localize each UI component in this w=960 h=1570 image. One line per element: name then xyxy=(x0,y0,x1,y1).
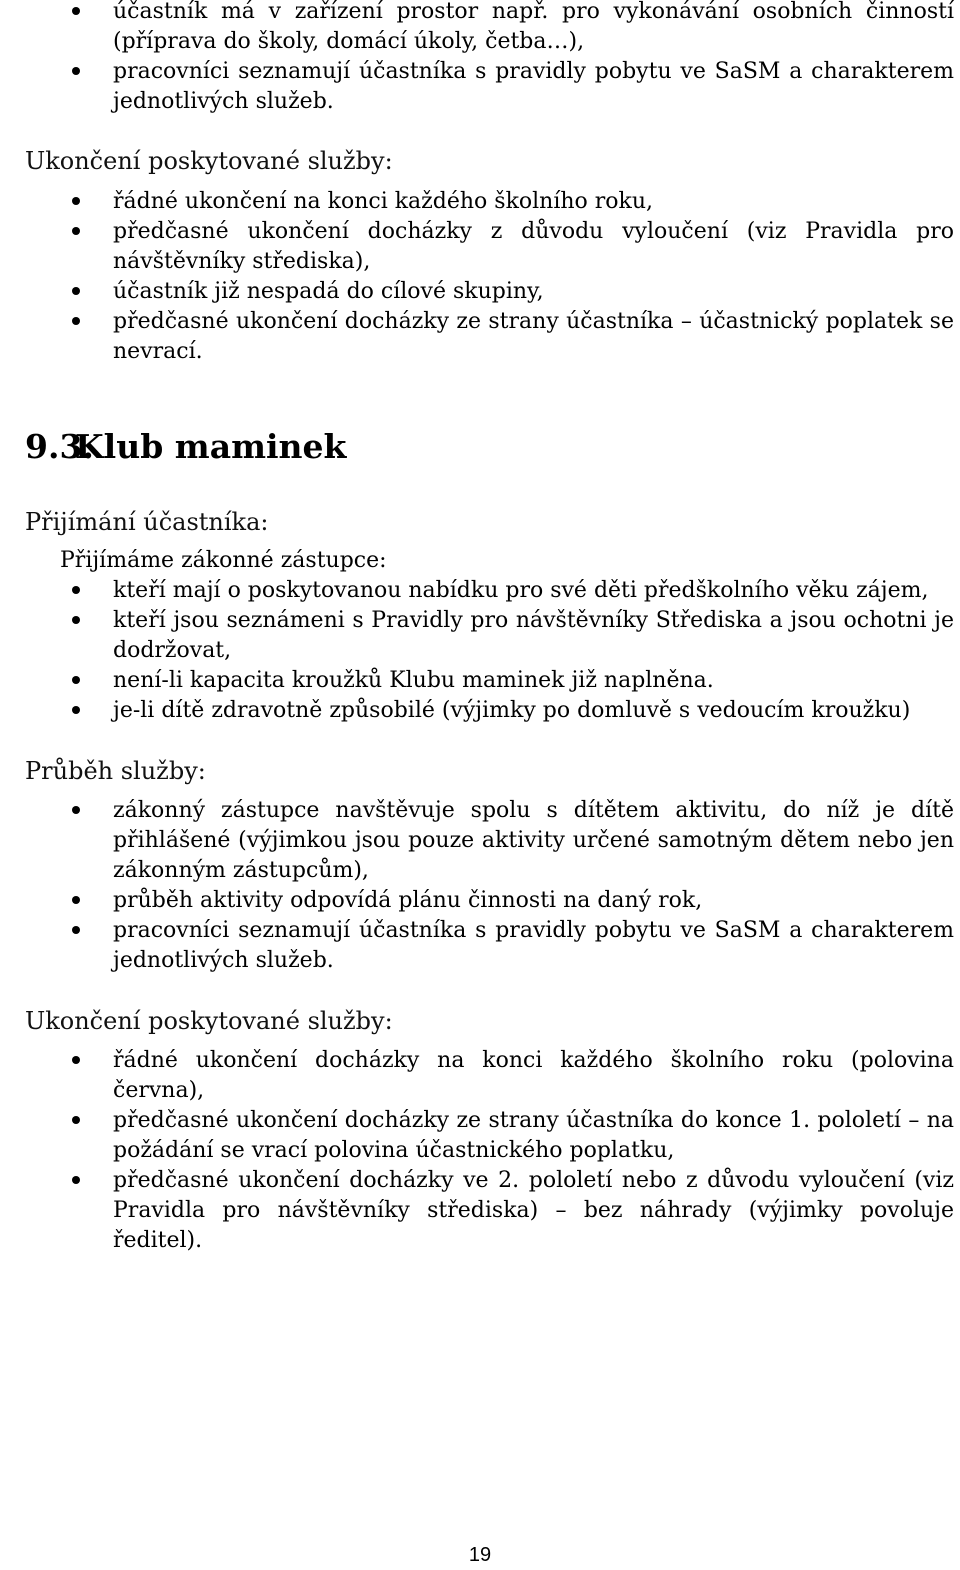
chapter-heading xyxy=(25,427,346,467)
bullet-icon xyxy=(72,586,80,594)
bullet-icon xyxy=(72,317,80,325)
chapter-title: Klub maminek xyxy=(75,427,347,466)
page-number: 19 xyxy=(468,1544,492,1566)
section-heading-progress: Průběh služby: xyxy=(25,757,206,785)
list-item: kteří mají o poskytovanou nabídku pro své děti předškolního věku zájem, xyxy=(0,576,960,606)
list-item: předčasné ukončení docházky ve 2. pololetí nebo z důvodu vyloučení (viz Pravidla pro návštěvníky střediska) – bez náhrady (výjimky povoluje ředitel). xyxy=(0,1166,960,1256)
bullet-icon xyxy=(72,616,80,624)
bullet-icon xyxy=(72,67,80,75)
bullet-icon xyxy=(72,1176,80,1184)
list-item: řádné ukončení docházky na konci každého školního roku (polovina června), xyxy=(0,1046,960,1106)
list-item: pracovníci seznamují účastníka s pravidly pobytu ve SaSM a charakterem jednotlivých služeb. xyxy=(0,916,960,976)
bullet-icon xyxy=(72,287,80,295)
list-item: zákonný zástupce navštěvuje spolu s dítětem aktivitu, do níž je dítě přihlášené (výjimkou jsou pouze aktivity určené samotným dětem nebo jen zákonným zástupcům), xyxy=(0,796,960,886)
admission-list xyxy=(0,576,960,726)
list-item: předčasné ukončení docházky z důvodu vyloučení (viz Pravidla pro návštěvníky střediska), xyxy=(0,217,960,277)
bullet-icon xyxy=(72,227,80,235)
section-heading-termination: Ukončení poskytované služby: xyxy=(25,147,393,175)
list-item: předčasné ukončení docházky ze strany účastníka – účastnický poplatek se nevrací. xyxy=(0,307,960,367)
list-item: předčasné ukončení docházky ze strany účastníka do konce 1. pololetí – na požádání se vrací polovina účastnického poplatku, xyxy=(0,1106,960,1166)
progress-list xyxy=(0,796,960,976)
bullet-icon xyxy=(72,1056,80,1064)
list-item: není-li kapacita kroužků Klubu maminek již naplněna. xyxy=(0,666,960,696)
bullet-icon xyxy=(72,926,80,934)
chapter-number: 9.3. xyxy=(25,427,94,466)
list-item: účastník již nespadá do cílové skupiny, xyxy=(0,277,960,307)
bullet-icon xyxy=(72,1116,80,1124)
list-item: kteří jsou seznámeni s Pravidly pro návštěvníky Střediska a jsou ochotni je dodržovat, xyxy=(0,606,960,666)
list-item: průběh aktivity odpovídá plánu činnosti na daný rok, xyxy=(0,886,960,916)
section-heading-admission: Přijímání účastníka: xyxy=(25,508,269,536)
bullet-icon xyxy=(72,197,80,205)
bullet-icon xyxy=(72,896,80,904)
admission-intro: Přijímáme zákonné zástupce: xyxy=(60,548,387,573)
termination-club-list xyxy=(0,1046,960,1256)
bullet-icon xyxy=(72,706,80,714)
bullet-icon xyxy=(72,676,80,684)
termination-list xyxy=(0,187,960,367)
bullet-icon xyxy=(72,806,80,814)
list-item: účastník má v zařízení prostor např. pro vykonávání osobních činností (příprava do školy, domácí úkoly, četba…), xyxy=(0,0,960,57)
list-item: je-li dítě zdravotně způsobilé (výjimky po domluvě s vedoucím kroužku) xyxy=(0,696,960,726)
list-item: řádné ukončení na konci každého školního roku, xyxy=(0,187,960,217)
section-heading-termination-club: Ukončení poskytované služby: xyxy=(25,1007,393,1035)
bullet-icon xyxy=(72,7,80,15)
list-item: pracovníci seznamují účastníka s pravidly pobytu ve SaSM a charakterem jednotlivých služeb. xyxy=(0,57,960,117)
top-list xyxy=(0,0,960,117)
